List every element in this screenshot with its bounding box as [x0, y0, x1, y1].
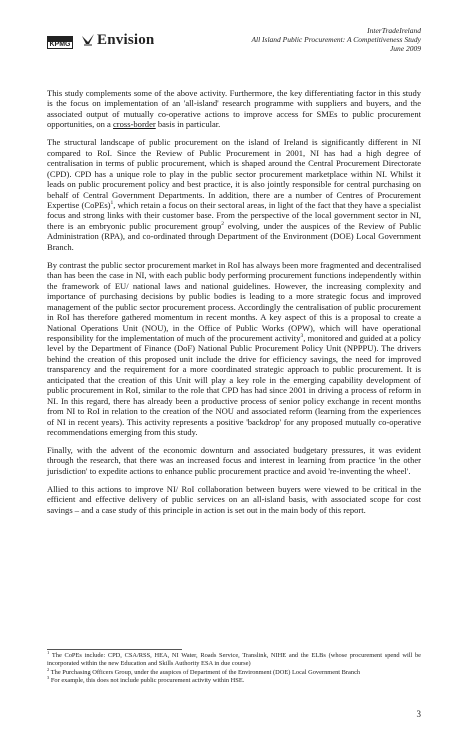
paragraph-3-text-a: By contrast the public sector procurement market in RoI has always been more fragmented and decentralised than has been the case in NI, with each public body performing procurement functions independently within the framework of EU/ national laws and national guidelines. However, the increasing complexity and importance of purchasing decisions by public bodies is leading to a more strategic focus and improved management of the public sector procurement process. Accordingly the centralisation of public procurement in RoI has therefore gathered momentum in recent months. A key aspect of this is a proposal to create a National Operations Unit (NOU), in the Office of Public Works (OPW), which will have operational responsibility for the implementation of much of the procurement activity: [47, 259, 421, 343]
paragraph-2: [47, 137, 421, 252]
footnote-1-text: The CoPEs include: CPD, CSA/RSS, HEA, NI Water, Roads Service, Translink, NIHE and the ELBs (whose procurement spend will be incorporated within the new Education and Skills Authority ESA in due course): [47, 652, 421, 667]
header-date: June 2009: [389, 44, 421, 54]
kpmg-logo-text: KPMG: [49, 41, 71, 48]
paragraph-3: [47, 260, 421, 438]
envision-logo: [81, 32, 154, 48]
body-text: [47, 88, 421, 523]
footnote-3: [47, 674, 421, 685]
header-title: All Island Public Procurement: A Competitiveness Study: [251, 35, 421, 45]
page-header: [47, 26, 421, 66]
footnotes: [47, 649, 421, 686]
paragraph-2-text-b: , which retain a focus on their sectoral areas, in light of the fact that they have a specialist focus and strong links with their customer base. From the perspective of the local government sector in NI, there is an embryonic public procurement group: [47, 200, 421, 231]
paragraph-4: Finally, with the advent of the economic downturn and associated budgetary pressures, it was evident through the research, that there was an increased focus and interest in learning from practice 'in the other jurisdiction' to expedite actions to enhance public procurement practice and avoid 're-inventing the wheel'.: [47, 445, 421, 476]
paragraph-1-text-b: basis in particular.: [155, 119, 221, 130]
paragraph-2-text-c: evolving, under the auspices of the Review of Public Administration (RPA), and co-ordinated through Department of the Environment (DOE) Local Government Branch.: [47, 220, 421, 252]
footnote-ref-1[interactable]: 1: [110, 200, 114, 207]
header-meta: [251, 26, 421, 54]
footnote-1-number: 1: [47, 649, 50, 655]
kpmg-logo: [47, 36, 73, 49]
bird-icon: [81, 33, 95, 47]
footnote-3-number: 3: [47, 674, 50, 680]
paragraph-2-text-a: The structural landscape of public procurement on the island of Ireland is significantly different in NI compared to RoI. Since the Review of Public Procurement in 2001, NI has had a high degree of centralisation in terms of public procurement, which is shaped around the Central Procurement Directorate (CPD). CPD has a unique role to play in the public sector procurement marketplace within NI. Whilst it leads on public procurement policy and best practice, it is also jointly responsible for central purchasing on behalf of Central Government Departments. In addition, there are a number of Centres of Procurement Expertise (CoPEs): [47, 137, 421, 211]
envision-logo-text: Envision: [97, 31, 155, 48]
footnote-2-text: The Purchasing Officers Group, under the auspices of Department of the Environment (DOE) Local Government Branch: [50, 668, 361, 676]
footnote-divider: [47, 649, 182, 650]
paragraph-5: Allied to this actions to improve NI/ RoI collaboration between buyers were viewed to be critical in the efficient and effective delivery of public services on an all-island basis, with associated scope for cost savings – and a case study of this principle in action is set out in the main body of this report.: [47, 483, 421, 515]
footnote-1: [47, 649, 421, 668]
footnote-ref-3[interactable]: 3: [300, 333, 304, 340]
underlined-term: cross-border: [113, 119, 156, 130]
paragraph-1-text-a: This study complements some of the above activity. Furthermore, the key differentiating factor in this study is the focus on implementation of an 'all-island' research programme with suppliers and buyers, and the associated output of mutually co-operative actions to improve access for SMEs to public procurement opportunities, on a: [47, 88, 421, 130]
footnote-2: [47, 666, 421, 677]
footnote-2-number: 2: [47, 666, 50, 672]
header-org: InterTradeIreland: [367, 26, 421, 35]
paragraph-1: [47, 88, 421, 130]
page-number: 3: [416, 709, 421, 719]
footnote-3-text: For example, this does not include public procurement activity within HSE.: [50, 677, 245, 684]
paragraph-3-text-b: , monitored and guided at a policy level by the Department of Finance (DoF) National Public Procurement Policy Unit (NPPPU). The drivers behind the creation of this proposed unit include the drive for efficiency savings, the need for improved transparency and the requirement for a more coordinated strategic approach to public procurement. It is anticipated that the creation of this Unit will play a key role in the emerging capability development of public procurement in RoI, similar to the role that CPD has had since 2001 in driving a process of reform in NI. In this regard, there has already been a productive process of senior policy exchange in recent months from NI to RoI in relation to the creation of the NOU and associated reform (learning from the experiences of NI in recent years). This activity represents a positive 'backdrop' for any proposed mutually co-operative recommendations emerging from this study.: [47, 332, 422, 438]
footnote-ref-2[interactable]: 2: [221, 221, 224, 228]
